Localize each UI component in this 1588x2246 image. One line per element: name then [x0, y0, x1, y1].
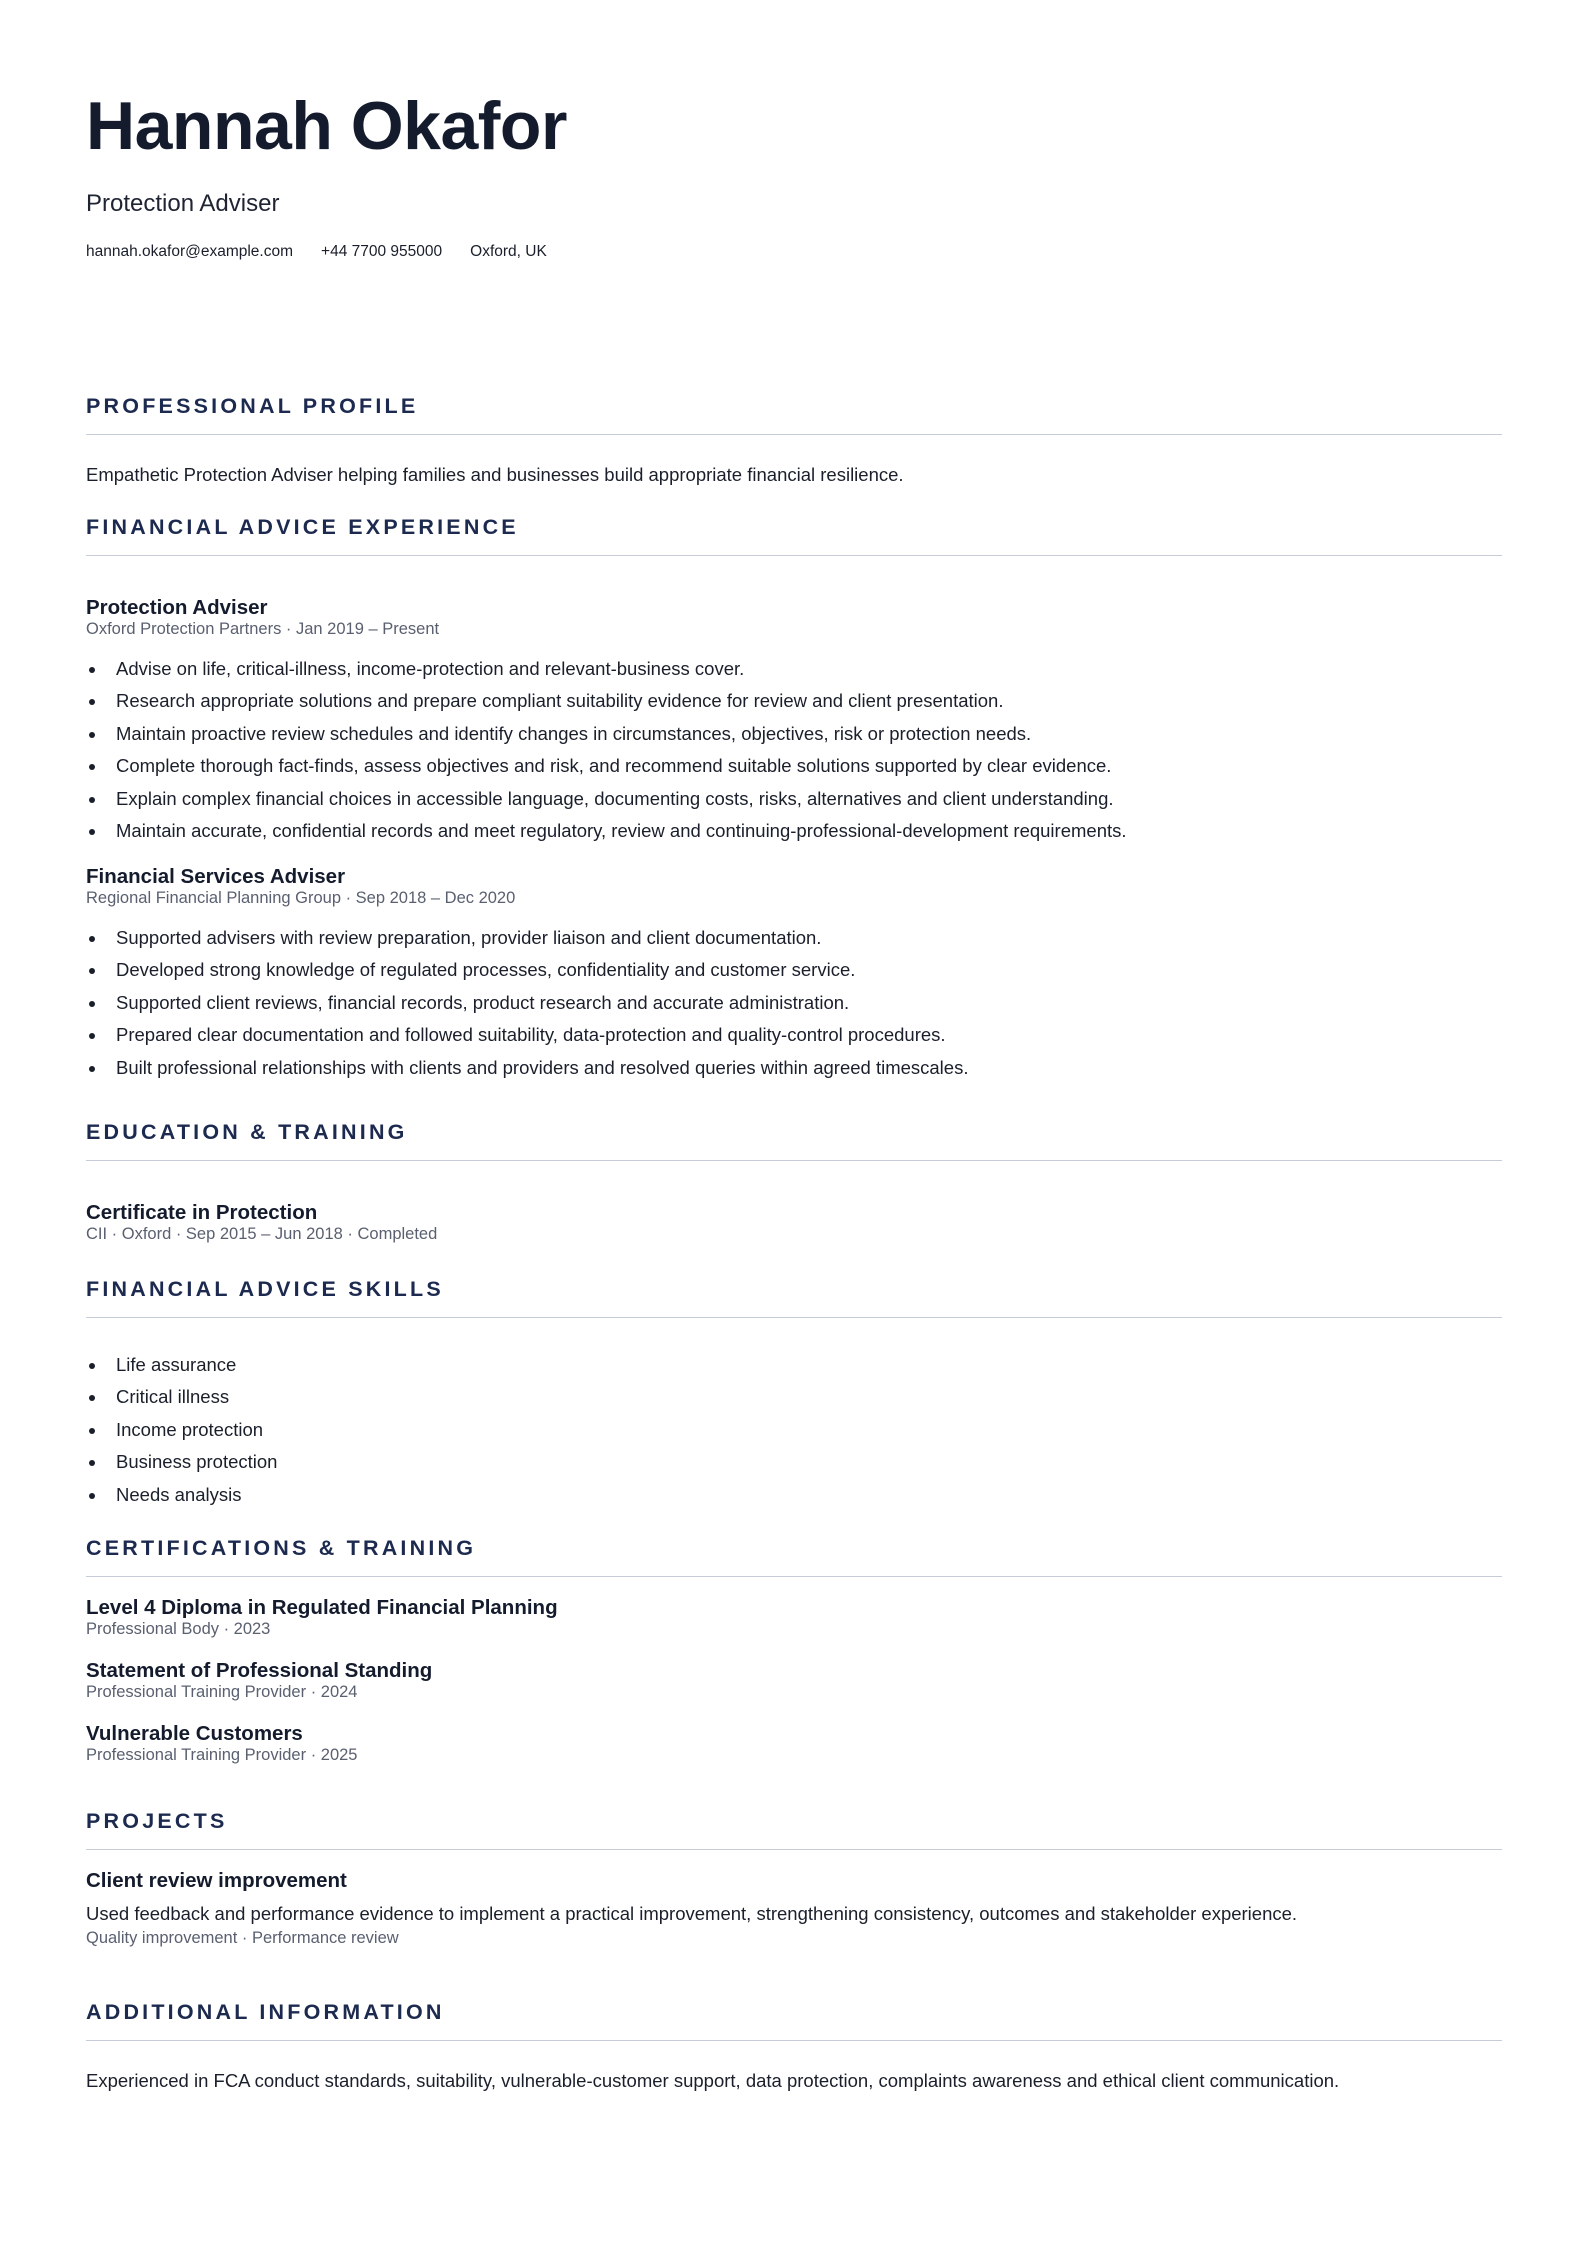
- certification-meta: Professional Training Provider · 2024: [86, 1683, 358, 1701]
- project-title: Client review improvement: [86, 1868, 347, 1892]
- certification-entry: [86, 1595, 1502, 1638]
- job-bullets: [86, 657, 1502, 855]
- contact-phone: +44 7700 955000: [321, 243, 443, 260]
- additional-text: Experienced in FCA conduct standards, suitability, vulnerable-customer support, data protection, complaints awareness and ethical client communication.: [86, 2069, 1340, 2091]
- project-entry: [86, 1868, 1502, 1947]
- list-item: Income protection: [86, 1421, 1502, 1454]
- section-skills: [86, 1279, 1502, 1518]
- section-title-certifications: CERTIFICATIONS & TRAINING: [86, 1538, 1502, 1577]
- section-additional: [86, 2002, 1502, 2090]
- list-item: Supported advisers with review preparation, provider liaison and client documentation.: [86, 929, 1502, 962]
- certification-entry: [86, 1658, 1502, 1701]
- section-title-projects: PROJECTS: [86, 1811, 1502, 1850]
- education-entry: [86, 1200, 1502, 1243]
- education-meta: CII · Oxford · Sep 2015 – Jun 2018 · Completed: [86, 1225, 438, 1243]
- certification-title: Level 4 Diploma in Regulated Financial Planning: [86, 1595, 558, 1619]
- list-item: Advise on life, critical-illness, income-protection and relevant-business cover.: [86, 660, 1502, 693]
- section-profile: [86, 396, 1502, 484]
- section-title-additional: ADDITIONAL INFORMATION: [86, 2002, 1502, 2041]
- section-experience: [86, 517, 1502, 1091]
- education-title: Certificate in Protection: [86, 1200, 318, 1224]
- candidate-name: Hannah Okafor: [86, 88, 567, 164]
- certification-meta: Professional Body · 2023: [86, 1620, 271, 1638]
- list-item: Research appropriate solutions and prepare compliant suitability evidence for review and client presentation.: [86, 692, 1502, 725]
- skills-list: [86, 1353, 1502, 1519]
- certification-title: Vulnerable Customers: [86, 1721, 303, 1745]
- list-item: Business protection: [86, 1453, 1502, 1486]
- list-item: Critical illness: [86, 1388, 1502, 1421]
- section-certifications: [86, 1538, 1502, 1764]
- project-description: Used feedback and performance evidence to implement a practical improvement, strengthening consistency, outcomes and stakeholder experience.: [86, 1903, 1298, 1924]
- list-item: Explain complex financial choices in accessible language, documenting costs, risks, alternatives and client understanding.: [86, 790, 1502, 823]
- list-item: Supported client reviews, financial records, product research and accurate administration.: [86, 994, 1502, 1027]
- job-entry: [86, 864, 1502, 1092]
- job-meta: Regional Financial Planning Group · Sep 2018 – Dec 2020: [86, 889, 516, 907]
- contact-line: [86, 244, 1502, 260]
- list-item: Developed strong knowledge of regulated processes, confidentiality and customer service.: [86, 961, 1502, 994]
- project-tags: Quality improvement · Performance review: [86, 1928, 399, 1947]
- list-item: Needs analysis: [86, 1486, 1502, 1519]
- job-meta: Oxford Protection Partners · Jan 2019 – Present: [86, 620, 440, 638]
- section-title-skills: FINANCIAL ADVICE SKILLS: [86, 1279, 1502, 1318]
- section-projects: [86, 1811, 1502, 1946]
- section-title-education: EDUCATION & TRAINING: [86, 1122, 1502, 1161]
- certification-title: Statement of Professional Standing: [86, 1658, 433, 1682]
- section-title-experience: FINANCIAL ADVICE EXPERIENCE: [86, 517, 1502, 556]
- section-education: [86, 1122, 1502, 1243]
- contact-email: hannah.okafor@example.com: [86, 243, 294, 260]
- list-item: Built professional relationships with clients and providers and resolved queries within agreed timescales.: [86, 1059, 1502, 1092]
- list-item: Prepared clear documentation and followed suitability, data-protection and quality-control procedures.: [86, 1026, 1502, 1059]
- job-title: Protection Adviser: [86, 595, 268, 619]
- job-entry: [86, 595, 1502, 855]
- list-item: Life assurance: [86, 1356, 1502, 1389]
- list-item: Complete thorough fact-finds, assess objectives and risk, and recommend suitable solutions supported by clear evidence.: [86, 757, 1502, 790]
- certification-entry: [86, 1721, 1502, 1764]
- list-item: Maintain accurate, confidential records and meet regulatory, review and continuing-professional-development requirements.: [86, 822, 1502, 855]
- profile-text: Empathetic Protection Adviser helping families and businesses build appropriate financial resilience.: [86, 463, 904, 485]
- job-bullets: [86, 926, 1502, 1092]
- section-title-profile: PROFESSIONAL PROFILE: [86, 396, 1502, 435]
- certification-meta: Professional Training Provider · 2025: [86, 1746, 358, 1764]
- candidate-role: Protection Adviser: [86, 190, 280, 217]
- job-title: Financial Services Adviser: [86, 864, 346, 888]
- list-item: Maintain proactive review schedules and identify changes in circumstances, objectives, risk or protection needs.: [86, 725, 1502, 758]
- contact-location: Oxford, UK: [470, 243, 547, 260]
